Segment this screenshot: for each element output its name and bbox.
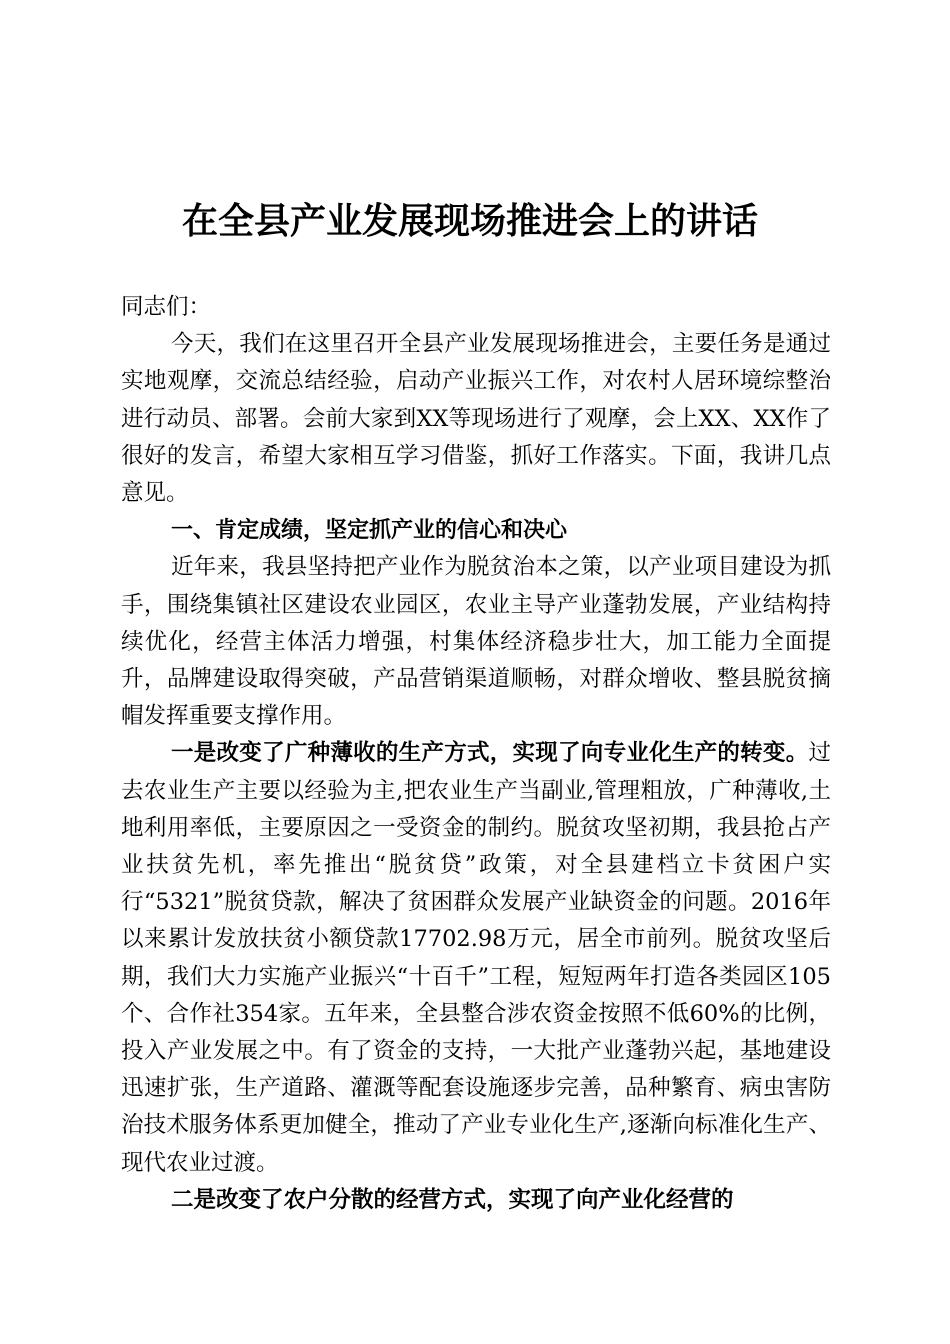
intro-paragraph: 今天，我们在这里召开全县产业发展现场推进会，主要任务是通过实地观摩，交流总结经验，启动产业振兴工作，对农村人居环境综整治进行动员、部署。会前大家到XX等现场进行了观摩，会上XX、XX作了很好的发言，希望大家相互学习借鉴，抓好工作落实。下面，我讲几点意见。 xyxy=(121,331,831,507)
point-2-lead: 二是改变了农户分散的经营方式，实现了向产业化经营的 xyxy=(171,1186,734,1213)
point-2-paragraph xyxy=(121,1182,831,1219)
point-1-paragraph xyxy=(121,735,831,1181)
document-body xyxy=(121,289,831,1219)
section-1-paragraph: 近年来，我县坚持把产业作为脱贫治本之策，以产业项目建设为抓手，围绕集镇社区建设农业园区，农业主导产业蓬勃发展，产业结构持续优化，经营主体活力增强，村集体经济稳步壮大，加工能力全面提升，品牌建设取得突破，产品营销渠道顺畅，对群众增收、整县脱贫摘帽发挥重要支撑作用。 xyxy=(121,554,831,730)
salutation: 同志们： xyxy=(121,294,212,320)
document-title: 在全县产业发展现场推进会上的讲话 xyxy=(181,200,758,242)
section-heading-1: 一、肯定成绩，坚定抓产业的信心和决心 xyxy=(171,518,568,544)
point-1-lead: 一是改变了广种薄收的生产方式，实现了向专业化生产的转变。 xyxy=(171,740,809,767)
point-1-body: 过去农业生产主要以经验为主,把农业生产当副业,管理粗放，广种薄收,土地利用率低，主要原因之一受资金的制约。脱贫攻坚初期，我县抢占产业扶贫先机，率先推出“脱贫贷”政策，对全县建档立卡贫困户实行“5321”脱贫贷款，解决了贫困群众发展产业缺资金的问题。2016年以来累计发放扶贫小额贷款17702.98万元，居全市前列。脱贫攻坚后期，我们大力实施产业振兴“十百千”工程，短短两年打造各类园区105个、合作社354家。五年来，全县整合涉农资金按照不低60%的比例，投入产业发展之中。有了资金的支持，一大批产业蓬勃兴起，基地建设迅速扩张，生产道路、灌溉等配套设施逐步完善，品种繁育、病虫害防治技术服务体系更加健全，推动了产业专业化生产,逐渐向标准化生产、现代农业过渡。 xyxy=(121,740,831,1176)
